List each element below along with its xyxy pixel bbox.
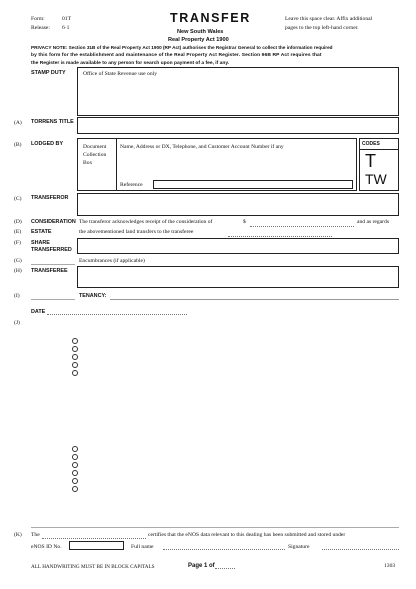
codes-box — [359, 138, 399, 191]
section-f-letter: (F) — [14, 240, 21, 246]
share-label-line-2: TRANSFERRED — [31, 247, 72, 253]
codes-label: CODES — [362, 141, 380, 147]
form-code-number: 1303 — [384, 563, 396, 569]
date-field[interactable] — [47, 309, 187, 315]
option-radio-10[interactable] — [72, 478, 78, 484]
signature-field[interactable] — [322, 545, 399, 550]
section-e-letter: (E) — [14, 229, 22, 235]
as-regards-text: and as regards — [357, 219, 389, 225]
code-tw: TW — [365, 171, 387, 187]
form-label: Form: — [31, 16, 45, 22]
stamp-duty-label: STAMP DUTY — [31, 70, 66, 76]
section-a-letter: (A) — [14, 120, 22, 126]
section-k-letter: (K) — [14, 532, 22, 538]
codes-divider — [360, 149, 398, 150]
signature-label: Signature — [288, 544, 310, 550]
doc-box-divider — [116, 139, 117, 190]
consideration-label: CONSIDERATION — [31, 219, 76, 225]
release-number: 6·1 — [62, 25, 70, 31]
enos-id-field[interactable] — [69, 541, 124, 550]
full-name-field[interactable] — [163, 545, 285, 550]
release-label: Release: — [31, 25, 50, 31]
section-g-letter: (G) — [14, 258, 22, 264]
date-label: DATE — [31, 309, 46, 315]
space-note-line-1: Leave this space clear. Affix additional — [285, 16, 373, 22]
transferor-field[interactable] — [77, 193, 399, 216]
option-radio-1[interactable] — [72, 338, 78, 344]
estate-label: ESTATE — [31, 229, 52, 235]
option-radio-3[interactable] — [72, 354, 78, 360]
stamp-duty-box — [77, 67, 399, 116]
reference-label: Reference — [120, 182, 143, 188]
option-radio-6[interactable] — [72, 446, 78, 452]
name-address-label: Name, Address or DX, Telephone, and Customer Account Number if any — [120, 144, 284, 150]
encumbrances-line[interactable] — [31, 264, 75, 265]
doc-box-label-3: Box — [83, 160, 93, 166]
transferor-label: TRANSFEROR — [31, 195, 69, 201]
lodged-by-box — [77, 138, 357, 191]
form-title: TRANSFER — [170, 11, 251, 25]
section-j-letter: (J) — [14, 320, 20, 326]
tenancy-label: TENANCY: — [79, 293, 107, 299]
transferee-field[interactable] — [77, 266, 399, 288]
reference-field[interactable] — [153, 180, 353, 189]
estate-text: the abovementioned land transfers to the transferee — [79, 229, 194, 235]
certifies-text: certifies that the eNOS data relevant to this dealing has been submitted and stored under — [148, 532, 346, 538]
section-c-letter: (C) — [14, 196, 22, 202]
section-i-letter: (I) — [14, 293, 20, 299]
page-label: Page 1 of — [188, 563, 215, 569]
option-radio-4[interactable] — [72, 362, 78, 368]
code-t: T — [365, 151, 376, 171]
act-name: Real Property Act 1900 — [168, 37, 229, 43]
estate-field[interactable] — [228, 230, 332, 237]
privacy-note-line-3: the Register is made available to any person for search upon payment of a fee, if any. — [31, 61, 230, 66]
option-radio-7[interactable] — [72, 454, 78, 460]
option-radio-11[interactable] — [72, 486, 78, 492]
encumbrances-text: Encumbrances (if applicable) — [79, 258, 145, 264]
section-h-letter: (H) — [14, 268, 22, 274]
certifier-name-field[interactable] — [42, 533, 146, 539]
option-radio-2[interactable] — [72, 346, 78, 352]
block-capitals-note: ALL HANDWRITING MUST BE IN BLOCK CAPITALS — [31, 564, 155, 570]
form-number: 01T — [62, 16, 72, 22]
stamp-duty-office-text: Office of State Revenue use only — [83, 71, 157, 77]
tenancy-left-line — [31, 299, 75, 300]
consideration-text: The transferor acknowledges receipt of the consideration of — [79, 219, 213, 225]
share-label-line-1: SHARE — [31, 240, 50, 246]
share-transferred-field[interactable] — [77, 238, 399, 254]
consideration-amount-field[interactable] — [250, 220, 354, 227]
jurisdiction: New South Wales — [177, 29, 224, 35]
privacy-note-line-2: by this form for the establishment and maintenance of the Real Property Act Register. Section 96B RP Act requires that — [31, 53, 322, 58]
doc-box-label-2: Collection — [83, 152, 107, 158]
tenancy-field[interactable] — [110, 299, 399, 300]
privacy-note-line-1: PRIVACY NOTE: Section 31B of the Real Property Act 1900 (RP Act) authorises the Registrar General to collect the information required — [31, 45, 333, 50]
space-note-line-2: pages to the top left-hand corner. — [285, 25, 359, 31]
section-d-letter: (D) — [14, 219, 22, 225]
transferee-label: TRANSFEREE — [31, 268, 68, 274]
torrens-title-label: TORRENS TITLE — [31, 119, 74, 125]
doc-box-label-1: Document — [83, 144, 107, 150]
option-radio-8[interactable] — [72, 462, 78, 468]
full-name-label: Full name — [131, 544, 154, 550]
option-radio-9[interactable] — [72, 470, 78, 476]
torrens-title-field[interactable] — [77, 117, 399, 134]
lodged-by-label: LODGED BY — [31, 141, 64, 147]
consideration-currency: $ — [243, 219, 246, 225]
option-radio-5[interactable] — [72, 370, 78, 376]
the-label: The — [31, 532, 40, 538]
section-k-divider — [31, 527, 399, 528]
enos-id-label: eNOS ID No. — [31, 544, 62, 550]
total-pages-field[interactable] — [215, 564, 235, 569]
section-b-letter: (B) — [14, 142, 22, 148]
